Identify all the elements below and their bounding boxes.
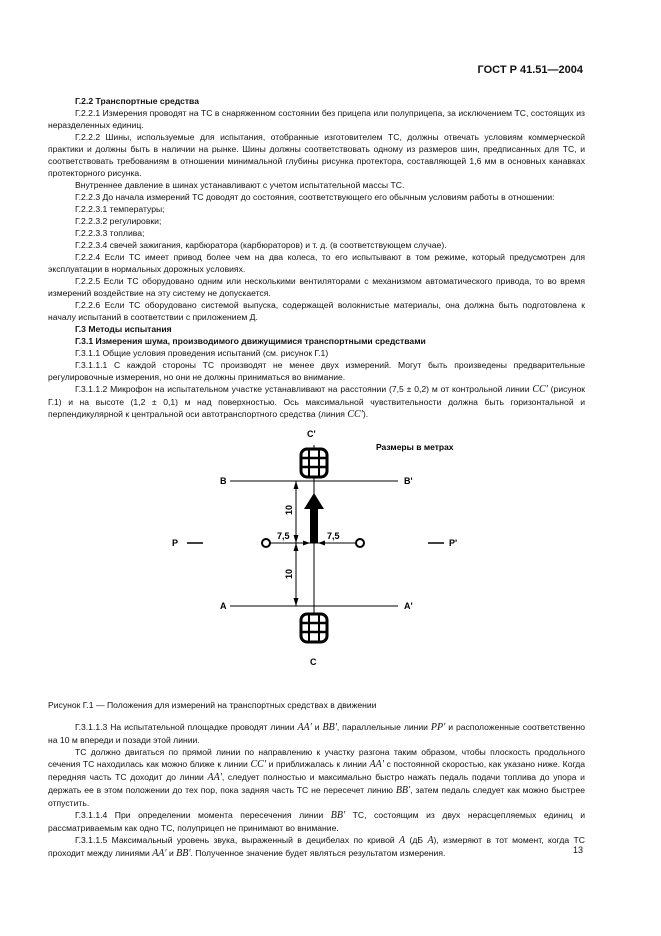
label-a: A [220, 601, 227, 611]
figure-g1 [48, 423, 585, 699]
section-heading: Г.2.2 Транспортные средства [75, 96, 200, 106]
paragraph: Г.2.2.3 До начала измерений ТС доводят до состояния, соответствующего его обычным условиям работы в отношении: [75, 192, 555, 202]
document-header: ГОСТ Р 41.51—2004 [477, 64, 583, 76]
dim-75-left: 7,5 [277, 531, 290, 541]
microphone-right [356, 539, 364, 547]
microphone-left [262, 539, 270, 547]
paragraph: Г.3.1.1.4 При определении момента пересечения линии BB' ТС, состоящим из двух нерасцепляемых единиц и рассматриваемым как одно ТС, полуприцеп не принимают во внимание. [48, 810, 586, 833]
label-b2: B' [404, 476, 413, 486]
page-number: 13 [572, 845, 583, 855]
paragraph: Г.2.2.4 Если ТС имеет привод более чем на два колеса, то его испытывают в том режиме, который предусмотрен для эксплуатации в нормальных дорожных условиях. [48, 252, 585, 274]
label-c-bottom: C [310, 657, 317, 667]
paragraph: Г.3.1.1.5 Максимальный уровень звука, выраженный в децибелах по кривой A (дБ A), измеряют в тот момент, когда ТС проходит между линиями AA' и BB'. Полученное значение будет являться результатом измерения. [48, 835, 586, 859]
dim-75-right: 7,5 [327, 531, 340, 541]
figure-caption: Рисунок Г.1 — Положения для измерений на транспортных средствах в движении [48, 700, 377, 710]
paragraph: Г.2.2.1 Измерения проводят на ТС в снаряженном состоянии без прицепа или полуприцепа, за исключением ТС, состоящих из неразделенных единиц. [48, 108, 585, 130]
dim-10-top: 10 [284, 504, 294, 515]
paragraph: ТС должно двигаться по прямой линии по направлению к участку разгона таким образом, чтобы плоскость продольного сечения ТС находилась как можно ближе к линии CC' и приближалась к линии AA' с постоянной скоростью, как указано ниже. Когда передняя часть ТС доходит до линии AA', следует полностью и максимально быстро нажать педаль подачи топлива до упора и держать ее в этом положении до тех пор, пока задняя часть ТС не пересечет линию BB', затем педаль следует как можно быстрее отпустить. [48, 747, 586, 808]
tyre-top [301, 449, 327, 477]
page-body [48, 95, 585, 860]
paragraph: Г.3.1.1.1 С каждой стороны ТС производят не менее двух измерений. Могут быть произведены предварительные регулировочные измерения, но они не должны приниматься во внимание. [48, 360, 585, 382]
paragraph: Г.2.2.5 Если ТС оборудовано одним или несколькими вентиляторами с механизмом автоматического привода, то во время измерений воздействие на эту систему не допускается. [48, 276, 585, 298]
list-item: Г.2.2.3.2 регулировки; [75, 216, 162, 226]
direction-arrow [310, 507, 318, 543]
list-item: Г.2.2.3.4 свечей зажигания, карбюратора (карбюраторов) и т. д. (в соответствующем случае). [75, 240, 447, 250]
label-p2: P' [449, 538, 458, 548]
label-p: P [172, 538, 179, 548]
list-item: Г.2.2.3.1 температуры; [75, 204, 165, 214]
label-a2: A' [404, 601, 413, 611]
paragraph: Г.3.1.1.2 Микрофон на испытательном участке устанавливают на расстоянии (7,5 ± 0,2) м от контрольной линии CC' (рисунок Г.1) и на высоте (1,2 ± 0,1) м над поверхностью. Ось максимальной чувствительности должна быть горизонтальной и перпендикулярной к центральной оси автотранспортного средства (линия CC'). [48, 384, 585, 420]
label-b: B [220, 476, 227, 486]
section-heading: Г.3 Методы испытания [75, 324, 172, 334]
paragraph: Внутреннее давление в шинах устанавливают с учетом испытательной массы ТС. [75, 180, 405, 190]
list-item: Г.2.2.3.3 топлива; [75, 228, 145, 238]
figure-title: Размеры в метрах [376, 442, 454, 452]
paragraph: Г.3.1.1 Общие условия проведения испытаний (см. рисунок Г.1) [75, 348, 329, 358]
tyre-bottom [301, 614, 327, 642]
label-c-top: C' [307, 429, 316, 439]
section-heading: Г.3.1 Измерения шума, производимого движущимися транспортными средствами [75, 336, 426, 346]
diagram [48, 423, 585, 699]
paragraph: Г.3.1.1.3 На испытательной площадке проводят линии AA' и BB', параллельные линии PP' и расположенные соответственно на 10 м впереди и позади этой линии. [48, 722, 586, 745]
paragraph: Г.2.2.2 Шины, используемые для испытания, отобранные изготовителем ТС, должны отвечать условиям коммерческой практики и должны быть в наличии на рынке. Шины должны соответствовать одному из размеров шин, предписанных для ТС, и соответствовать требованиям в отношении минимальной глубины рисунка протектора, составляющей 1,6 мм в основных канавках протекторного рисунка. [48, 132, 585, 178]
dim-10-bottom: 10 [284, 568, 294, 579]
paragraph: Г.2.2.6 Если ТС оборудовано системой выпуска, содержащей волокнистые материалы, она должна быть подготовлена к началу испытаний в соответствии с приложением Д. [48, 300, 585, 322]
